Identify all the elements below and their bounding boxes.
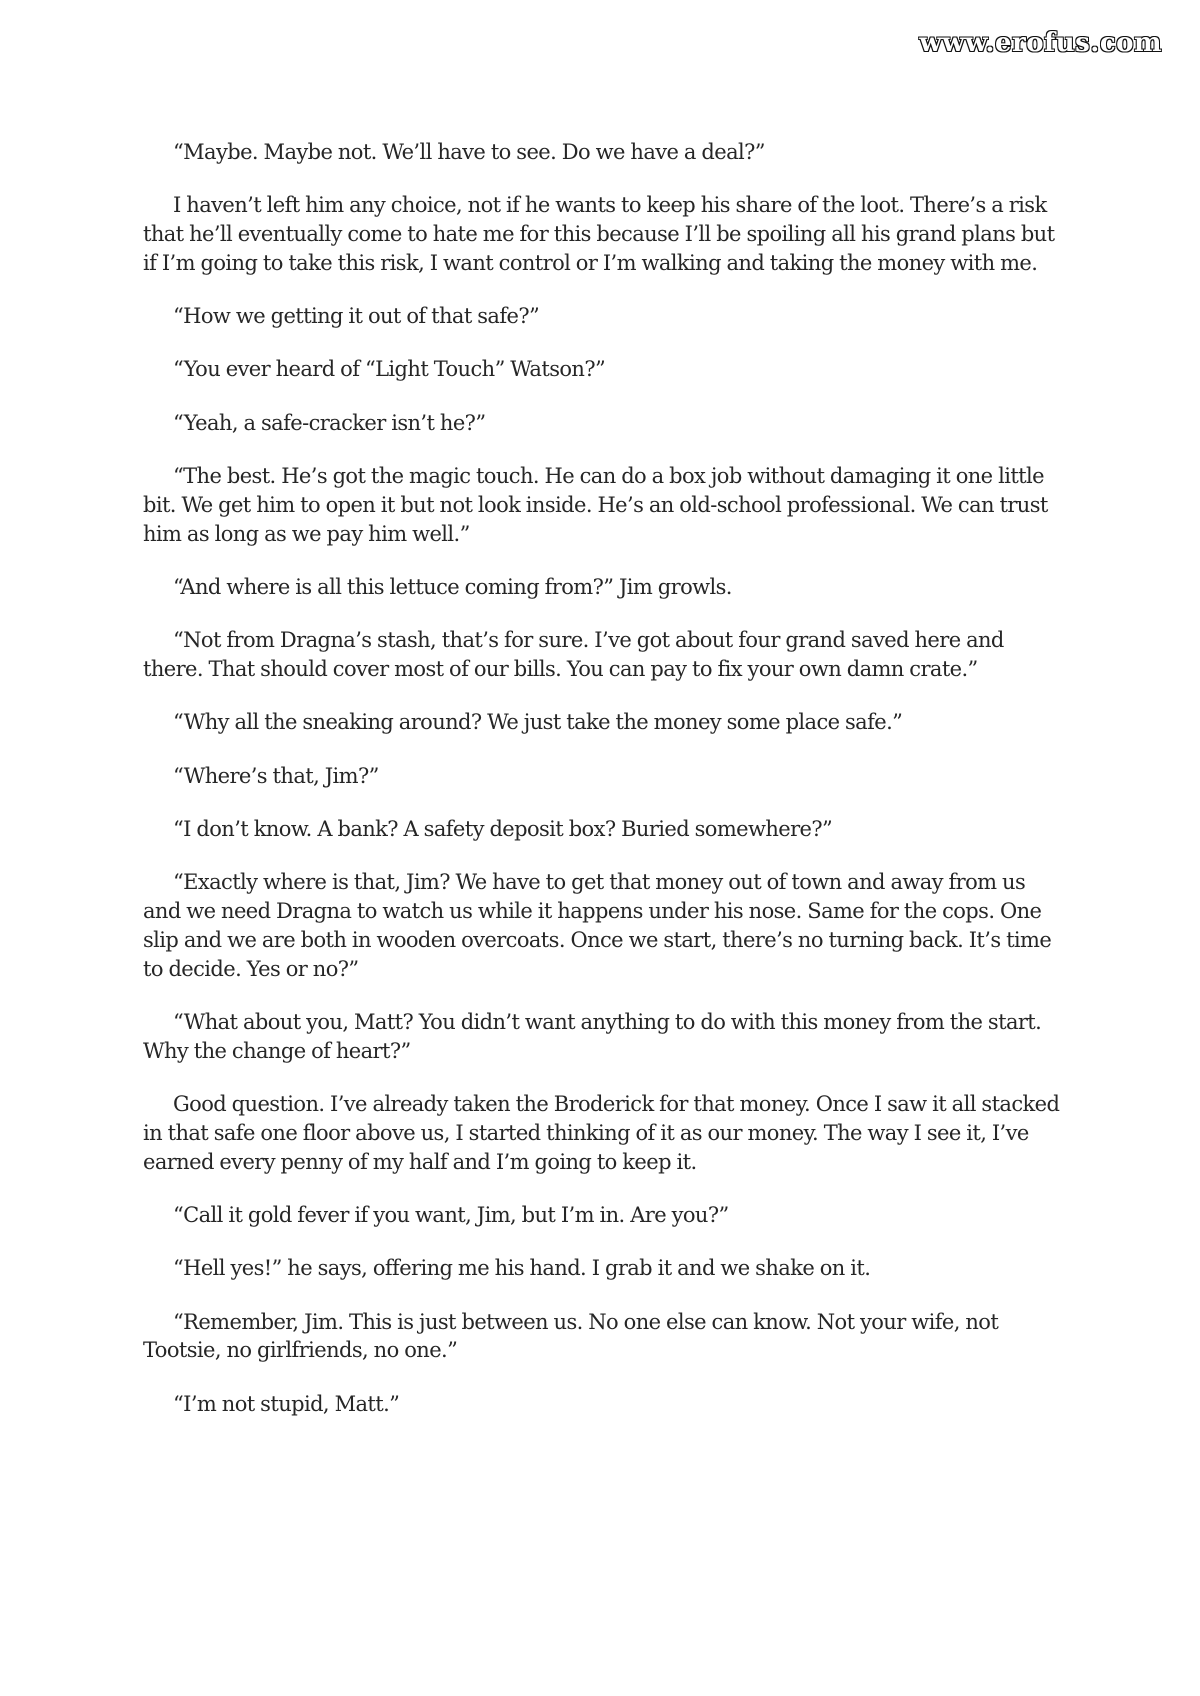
- paragraph: “Hell yes!” he says, offering me his hand. I grab it and we shake on it.: [173, 1256, 871, 1281]
- watermark-logo: www.erofus.com: [919, 28, 1162, 58]
- paragraph: “You ever heard of “Light Touch” Watson?”: [173, 357, 606, 382]
- paragraph: Good question. I’ve already taken the Broderick for that money. Once I saw it all stacked in that safe one floor above us, I started thinking of it as our money. The way I see it, I’ve earned every penny of my half and I’m going to keep it.: [143, 1092, 1060, 1174]
- paragraph: “I’m not stupid, Matt.”: [173, 1391, 400, 1416]
- paragraph: “The best. He’s got the magic touch. He can do a box job without damaging it one little bit. We get him to open it but not look inside. He’s an old-school professional. We can trust him as long as we pay him well.”: [143, 464, 1048, 546]
- paragraph: “Not from Dragna’s stash, that’s for sure. I’ve got about four grand saved here and there. That should cover most of our bills. You can pay to fix your own damn crate.”: [143, 628, 1004, 682]
- paragraph: “Exactly where is that, Jim? We have to get that money out of town and away from us and we need Dragna to watch us while it happens under his nose. Same for the cops. One slip and we are both in wooden overcoats. Once we start, there’s no turning back. It’s time to decide. Yes or no?”: [143, 870, 1052, 981]
- paragraph: “Yeah, a safe-cracker isn’t he?”: [173, 410, 486, 435]
- paragraph: I haven’t left him any choice, not if he wants to keep his share of the loot. There’s a risk that he’ll eventually come to hate me for this because I’ll be spoiling all his grand plans but if I’m going to take this risk, I want control or I’m walking and taking the money with me.: [143, 193, 1055, 275]
- paragraph: “How we getting it out of that safe?”: [173, 304, 540, 329]
- paragraph: “Call it gold fever if you want, Jim, but I’m in. Are you?”: [173, 1202, 729, 1227]
- paragraph: “I don’t know. A bank? A safety deposit box? Buried somewhere?”: [173, 816, 833, 841]
- paragraph: “And where is all this lettuce coming from?” Jim growls.: [173, 574, 732, 599]
- paragraph: “Maybe. Maybe not. We’ll have to see. Do we have a deal?”: [173, 140, 765, 164]
- paragraph: “Where’s that, Jim?”: [173, 763, 379, 788]
- page-text: [143, 138, 1063, 1443]
- paragraph: “Remember, Jim. This is just between us. No one else can know. Not your wife, not Tootsie, no girlfriends, no one.”: [143, 1309, 999, 1363]
- paragraph: “Why all the sneaking around? We just take the money some place safe.”: [173, 710, 903, 735]
- paragraph: “What about you, Matt? You didn’t want anything to do with this money from the start. Why the change of heart?”: [143, 1009, 1042, 1063]
